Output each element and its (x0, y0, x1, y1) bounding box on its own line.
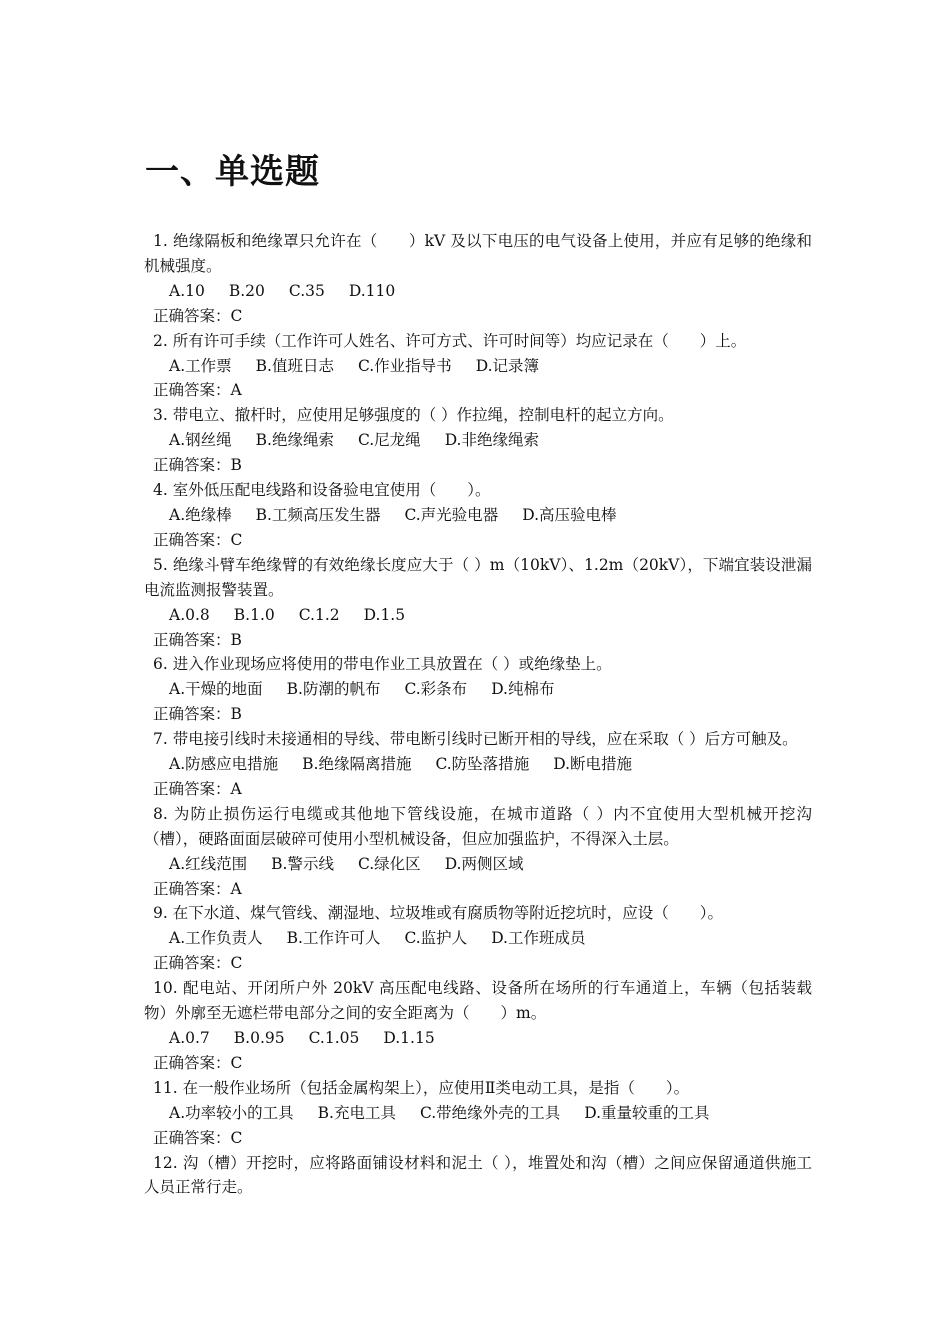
question-answer (144, 1051, 812, 1076)
option-b: B.1.0 (233, 605, 275, 624)
option-b: B.值班日志 (255, 356, 334, 375)
option-b: B.工频高压发生器 (255, 505, 381, 524)
option-a: A.红线范围 (169, 854, 248, 873)
question-item (144, 976, 812, 1076)
option-a: A.干燥的地面 (169, 680, 263, 699)
option-d: D.1.5 (363, 605, 406, 624)
question-number: 6. (153, 655, 168, 674)
option-c: C.尼龙绳 (357, 431, 421, 450)
answer-label: 正确答案： (153, 1053, 231, 1072)
question-item (144, 802, 812, 902)
question-answer (144, 378, 812, 403)
answer-value: B (230, 705, 242, 724)
question-stem (144, 403, 812, 428)
answer-value: A (230, 779, 242, 798)
question-item (144, 329, 812, 404)
answer-value: C (230, 306, 243, 325)
question-options (144, 852, 812, 877)
answer-label: 正确答案： (153, 456, 231, 475)
question-item (144, 652, 812, 727)
question-list (144, 229, 812, 1200)
question-options (144, 603, 812, 628)
question-options (144, 926, 812, 951)
option-b: B.绝缘绳索 (255, 431, 334, 450)
question-item (144, 727, 812, 802)
answer-label: 正确答案： (153, 954, 231, 973)
question-text: 在下水道、煤气管线、潮湿地、垃圾堆或有腐质物等附近挖坑时，应设（ ）。 (172, 904, 723, 923)
question-stem (144, 652, 812, 677)
answer-label: 正确答案： (153, 530, 231, 549)
question-number: 4. (153, 481, 168, 500)
question-stem (144, 727, 812, 752)
option-c: C.监护人 (404, 929, 468, 948)
question-number: 11. (153, 1078, 178, 1097)
option-b: B.绝缘隔离措施 (302, 755, 412, 774)
option-c: C.35 (288, 281, 325, 300)
question-number: 8. (153, 804, 168, 823)
question-answer (144, 304, 812, 329)
option-a: A.防感应电措施 (169, 755, 279, 774)
option-d: D.高压验电棒 (522, 505, 617, 524)
question-answer (144, 628, 812, 653)
option-d: D.重量较重的工具 (584, 1103, 710, 1122)
answer-value: C (230, 954, 243, 973)
option-d: D.纯棉布 (491, 680, 555, 699)
question-answer (144, 453, 812, 478)
question-text: 沟（槽）开挖时，应将路面铺设材料和泥土（ ），堆置处和沟（槽）之间应保留通道供施工人员正常行走。 (144, 1153, 812, 1197)
question-options (144, 354, 812, 379)
question-answer (144, 877, 812, 902)
option-a: A.绝缘棒 (169, 505, 232, 524)
question-text: 为防止损伤运行电缆或其他地下管线设施，在城市道路（ ）内不宜使用大型机械开挖沟（槽），硬路面面层破碎可使用小型机械设备，但应加强监护，不得深入土层。 (144, 804, 812, 848)
option-c: C.彩条布 (404, 680, 468, 699)
question-answer (144, 951, 812, 976)
option-a: A.0.8 (169, 605, 210, 624)
option-c: C.声光验电器 (404, 505, 499, 524)
option-d: D.两侧区域 (444, 854, 524, 873)
question-number: 3. (153, 406, 168, 425)
question-text: 进入作业现场应将使用的带电作业工具放置在（ ）或绝缘垫上。 (172, 655, 612, 674)
question-item (144, 553, 812, 653)
question-text: 带电立、撤杆时，应使用足够强度的（ ）作拉绳，控制电杆的起立方向。 (172, 406, 674, 425)
section-title: 一、单选题 (145, 152, 320, 192)
option-a: A.工作负责人 (169, 929, 263, 948)
answer-label: 正确答案： (153, 879, 231, 898)
option-a: A.10 (169, 281, 205, 300)
option-d: D.非绝缘绳索 (444, 431, 539, 450)
question-answer (144, 777, 812, 802)
option-a: A.钢丝绳 (169, 431, 232, 450)
question-text: 配电站、开闭所户外 20kV 高压配电线路、设备所在场所的行车通道上，车辆（包括装载物）外廓至无遮栏带电部分之间的安全距离为（ ）m。 (144, 979, 812, 1023)
answer-label: 正确答案： (153, 306, 231, 325)
question-options (144, 503, 812, 528)
question-number: 2. (153, 331, 168, 350)
option-b: B.0.95 (233, 1029, 285, 1047)
question-options (144, 279, 812, 304)
question-stem (144, 1151, 812, 1201)
answer-value: C (230, 1128, 243, 1147)
question-text: 室外低压配电线路和设备验电宜使用（ ）。 (172, 481, 491, 500)
option-b: B.20 (228, 281, 265, 300)
option-c: C.1.05 (308, 1029, 360, 1047)
answer-label: 正确答案： (153, 381, 231, 400)
question-options (144, 677, 812, 702)
question-stem (144, 901, 812, 926)
answer-value: A (230, 381, 242, 400)
question-answer (144, 528, 812, 553)
question-number: 9. (153, 904, 168, 923)
question-number: 1. (153, 232, 168, 250)
question-text: 绝缘隔板和绝缘罩只允许在（ ）kV 及以下电压的电气设备上使用，并应有足够的绝缘和机械强度。 (144, 232, 812, 275)
option-b: B.警示线 (271, 854, 334, 873)
option-b: B.工作许可人 (286, 929, 381, 948)
option-a: A.0.7 (169, 1029, 210, 1047)
question-answer (144, 1126, 812, 1151)
question-item (144, 478, 812, 553)
option-d: D.断电措施 (553, 755, 633, 774)
question-stem (144, 976, 812, 1026)
answer-label: 正确答案： (153, 779, 231, 798)
question-text: 在一般作业场所（包括金属构架上），应使用Ⅱ类电动工具，是指（ ）。 (182, 1078, 690, 1097)
question-text: 所有许可手续（工作许可人姓名、许可方式、许可时间等）均应记录在（ ）上。 (172, 331, 747, 350)
question-stem (144, 478, 812, 503)
question-stem (144, 229, 812, 279)
option-c: C.带绝缘外壳的工具 (419, 1103, 561, 1122)
question-stem (144, 553, 812, 603)
question-number: 10. (153, 979, 178, 998)
question-item (144, 403, 812, 478)
question-number: 12. (153, 1153, 178, 1172)
question-item (144, 229, 812, 329)
answer-value: C (230, 530, 243, 549)
question-item (144, 1151, 812, 1201)
question-stem (144, 329, 812, 354)
question-text: 带电接引线时未接通相的导线、带电断引线时已断开相的导线，应在采取（ ）后方可触及。 (172, 730, 798, 749)
option-c: C.作业指导书 (357, 356, 452, 375)
option-d: D.1.15 (383, 1029, 435, 1047)
answer-label: 正确答案： (153, 630, 231, 649)
question-text: 绝缘斗臂车绝缘臂的有效绝缘长度应大于（ ）m（10kV）、1.2m（20kV），下端宜装设泄漏电流监测报警装置。 (144, 555, 812, 599)
question-options (144, 752, 812, 777)
question-stem (144, 1076, 812, 1101)
answer-value: B (230, 456, 242, 475)
option-b: B.充电工具 (317, 1103, 396, 1122)
question-answer (144, 702, 812, 727)
question-options (144, 1101, 812, 1126)
option-c: C.1.2 (298, 605, 340, 624)
question-options (144, 428, 812, 453)
question-stem (144, 802, 812, 852)
answer-value: B (230, 630, 242, 649)
option-c: C.防坠落措施 (435, 755, 530, 774)
answer-value: C (230, 1053, 243, 1072)
option-d: D.记录簿 (475, 356, 540, 375)
option-d: D.工作班成员 (491, 929, 586, 948)
answer-value: A (230, 879, 242, 898)
question-number: 7. (153, 730, 168, 749)
option-c: C.绿化区 (357, 854, 421, 873)
answer-label: 正确答案： (153, 705, 231, 724)
question-item (144, 901, 812, 976)
question-number: 5. (153, 555, 168, 574)
option-a: A.功率较小的工具 (169, 1103, 294, 1122)
option-b: B.防潮的帆布 (286, 680, 381, 699)
question-item (144, 1076, 812, 1151)
option-d: D.110 (348, 281, 396, 300)
option-a: A.工作票 (169, 356, 232, 375)
answer-label: 正确答案： (153, 1128, 231, 1147)
question-options (144, 1026, 812, 1051)
